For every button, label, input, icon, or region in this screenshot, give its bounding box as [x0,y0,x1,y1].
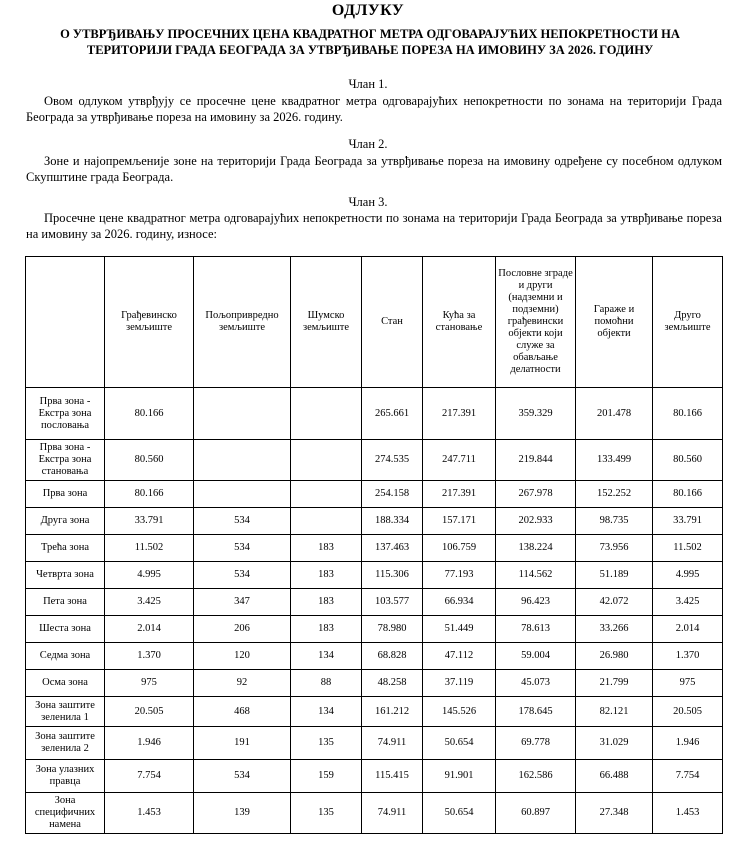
price-cell: 183 [291,562,362,589]
price-cell: 468 [194,697,291,727]
price-cell: 534 [194,535,291,562]
price-cell: 254.158 [362,481,423,508]
price-cell: 33.266 [576,616,653,643]
price-cell: 1.946 [105,727,194,760]
price-cell: 47.112 [423,643,496,670]
price-cell: 2.014 [653,616,723,643]
price-cell: 3.425 [105,589,194,616]
price-cell: 11.502 [105,535,194,562]
price-cell: 183 [291,535,362,562]
price-cell: 219.844 [496,440,576,481]
price-cell [291,508,362,535]
article-3-text: Просечне цене квадратног метра одговарајућих непокретности по зонама на територији Града Београда за утврђивање пореза на имовину за 2026. годину, износе: [26,211,722,241]
price-cell: 69.778 [496,727,576,760]
price-cell: 534 [194,508,291,535]
table-row [26,388,723,440]
zone-name-cell: Седма зона [26,643,105,670]
price-cell: 4.995 [105,562,194,589]
price-cell: 59.004 [496,643,576,670]
price-cell: 80.560 [653,440,723,481]
column-header: Пољопривредно земљиште [194,257,291,388]
price-cell: 11.502 [653,535,723,562]
column-header: Стан [362,257,423,388]
price-cell: 77.193 [423,562,496,589]
price-cell: 26.980 [576,643,653,670]
price-cell: 50.654 [423,793,496,834]
price-cell: 114.562 [496,562,576,589]
price-cell: 7.754 [653,760,723,793]
price-cell: 134 [291,697,362,727]
zone-name-cell: Шеста зона [26,616,105,643]
price-cell: 51.449 [423,616,496,643]
table-header-row [26,257,723,388]
table-body [26,388,723,834]
price-cell: 161.212 [362,697,423,727]
price-cell: 145.526 [423,697,496,727]
price-cell: 139 [194,793,291,834]
price-cell: 206 [194,616,291,643]
price-cell: 135 [291,727,362,760]
table-row [26,508,723,535]
table-row [26,481,723,508]
table-row [26,589,723,616]
column-header: Друго земљиште [653,257,723,388]
price-cell: 106.759 [423,535,496,562]
table-row [26,440,723,481]
zone-name-cell: Зона улазних правца [26,760,105,793]
price-cell: 183 [291,616,362,643]
column-header: Грађевинско земљиште [105,257,194,388]
price-cell: 88 [291,670,362,697]
price-cell: 20.505 [653,697,723,727]
price-cell: 138.224 [496,535,576,562]
price-cell: 80.166 [653,388,723,440]
price-cell: 92 [194,670,291,697]
price-cell: 267.978 [496,481,576,508]
price-cell: 74.911 [362,793,423,834]
price-cell: 191 [194,727,291,760]
document-subtitle: О УТВРЂИВАЊУ ПРОСЕЧНИХ ЦЕНА КВАДРАТНОГ МЕТРА ОДГОВАРАЈУЋИХ НЕПОКРЕТНОСТИ НА ТЕРИТОРИЈИ ГРАДА БЕОГРАДА ЗА УТВРЂИВАЊЕ ПОРЕЗА НА ИМОВИНУ ЗА 2026. ГОДИНУ [60,27,680,57]
price-cell: 135 [291,793,362,834]
price-cell: 51.189 [576,562,653,589]
price-cell: 1.453 [653,793,723,834]
price-cell: 217.391 [423,481,496,508]
price-cell: 20.505 [105,697,194,727]
table-row [26,616,723,643]
zone-name-cell: Пета зона [26,589,105,616]
price-cell: 975 [105,670,194,697]
price-cell: 359.329 [496,388,576,440]
price-cell: 42.072 [576,589,653,616]
column-header: Пословне зграде и други (надземни и подземни) грађевински објекти који служе за обављање делатности [496,257,576,388]
price-cell: 91.901 [423,760,496,793]
price-cell: 78.613 [496,616,576,643]
table-row [26,793,723,834]
column-header: Кућа за становање [423,257,496,388]
price-cell: 45.073 [496,670,576,697]
price-cell: 1.370 [653,643,723,670]
price-cell [291,440,362,481]
article-1-text: Овом одлуком утврђују се просечне цене квадратног метра одговарајућих непокретности по зонама на територији Града Београда за утврђивање пореза на имовину за 2026. годину. [26,94,722,124]
document-title: ОДЛУКУ [331,2,405,19]
price-cell: 157.171 [423,508,496,535]
price-cell: 50.654 [423,727,496,760]
price-cell: 137.463 [362,535,423,562]
price-cell: 98.735 [576,508,653,535]
price-cell: 66.488 [576,760,653,793]
article-3-heading: Члан 3. [348,195,388,209]
price-cell: 115.415 [362,760,423,793]
table-row [26,670,723,697]
price-cell: 33.791 [105,508,194,535]
price-cell: 80.166 [105,388,194,440]
table-row [26,535,723,562]
price-cell: 217.391 [423,388,496,440]
zone-name-cell: Зона заштите зеленила 1 [26,697,105,727]
price-cell: 162.586 [496,760,576,793]
table-row [26,562,723,589]
price-cell: 265.661 [362,388,423,440]
price-cell: 247.711 [423,440,496,481]
price-cell: 534 [194,760,291,793]
article-1-heading: Члан 1. [348,77,388,91]
zone-name-cell: Зона специфичних намена [26,793,105,834]
price-cell: 96.423 [496,589,576,616]
zone-name-cell: Четврта зона [26,562,105,589]
price-cell [194,481,291,508]
price-cell: 80.560 [105,440,194,481]
zone-name-cell: Трећа зона [26,535,105,562]
price-cell: 188.334 [362,508,423,535]
zone-name-cell: Прва зона - Екстра зона пословања [26,388,105,440]
price-cell: 152.252 [576,481,653,508]
price-cell: 115.306 [362,562,423,589]
column-header [26,257,105,388]
article-2-text: Зоне и најопремљеније зоне на територији Града Београда за утврђивање пореза на имовину одређене су посебном одлуком Скупштине града Београда. [26,154,722,184]
table-row [26,760,723,793]
zone-name-cell: Друга зона [26,508,105,535]
price-cell: 159 [291,760,362,793]
price-cell: 274.535 [362,440,423,481]
price-cell: 82.121 [576,697,653,727]
zone-name-cell: Прва зона [26,481,105,508]
price-cell [291,481,362,508]
article-2-heading: Члан 2. [348,137,388,151]
price-cell: 103.577 [362,589,423,616]
price-cell: 80.166 [653,481,723,508]
price-cell: 37.119 [423,670,496,697]
table-row [26,643,723,670]
price-cell [194,388,291,440]
price-cell: 33.791 [653,508,723,535]
price-cell: 178.645 [496,697,576,727]
price-cell: 183 [291,589,362,616]
price-cell: 48.258 [362,670,423,697]
price-cell [194,440,291,481]
price-cell: 1.370 [105,643,194,670]
price-cell: 66.934 [423,589,496,616]
price-cell: 27.348 [576,793,653,834]
price-cell: 201.478 [576,388,653,440]
table-row [26,727,723,760]
price-cell: 2.014 [105,616,194,643]
zone-name-cell: Осма зона [26,670,105,697]
price-cell: 7.754 [105,760,194,793]
column-header: Шумско земљиште [291,257,362,388]
price-cell: 133.499 [576,440,653,481]
price-cell: 134 [291,643,362,670]
zone-name-cell: Прва зона - Екстра зона становања [26,440,105,481]
price-cell: 68.828 [362,643,423,670]
zone-name-cell: Зона заштите зеленила 2 [26,727,105,760]
price-cell: 347 [194,589,291,616]
price-cell: 80.166 [105,481,194,508]
column-header: Гараже и помоћни објекти [576,257,653,388]
price-cell: 120 [194,643,291,670]
price-cell: 3.425 [653,589,723,616]
price-cell [291,388,362,440]
price-table [25,256,723,834]
price-cell: 31.029 [576,727,653,760]
price-cell: 1.453 [105,793,194,834]
price-cell: 78.980 [362,616,423,643]
price-cell: 975 [653,670,723,697]
price-cell: 73.956 [576,535,653,562]
price-cell: 1.946 [653,727,723,760]
price-cell: 74.911 [362,727,423,760]
price-cell: 60.897 [496,793,576,834]
price-cell: 4.995 [653,562,723,589]
table-row [26,697,723,727]
price-cell: 21.799 [576,670,653,697]
price-cell: 534 [194,562,291,589]
price-cell: 202.933 [496,508,576,535]
